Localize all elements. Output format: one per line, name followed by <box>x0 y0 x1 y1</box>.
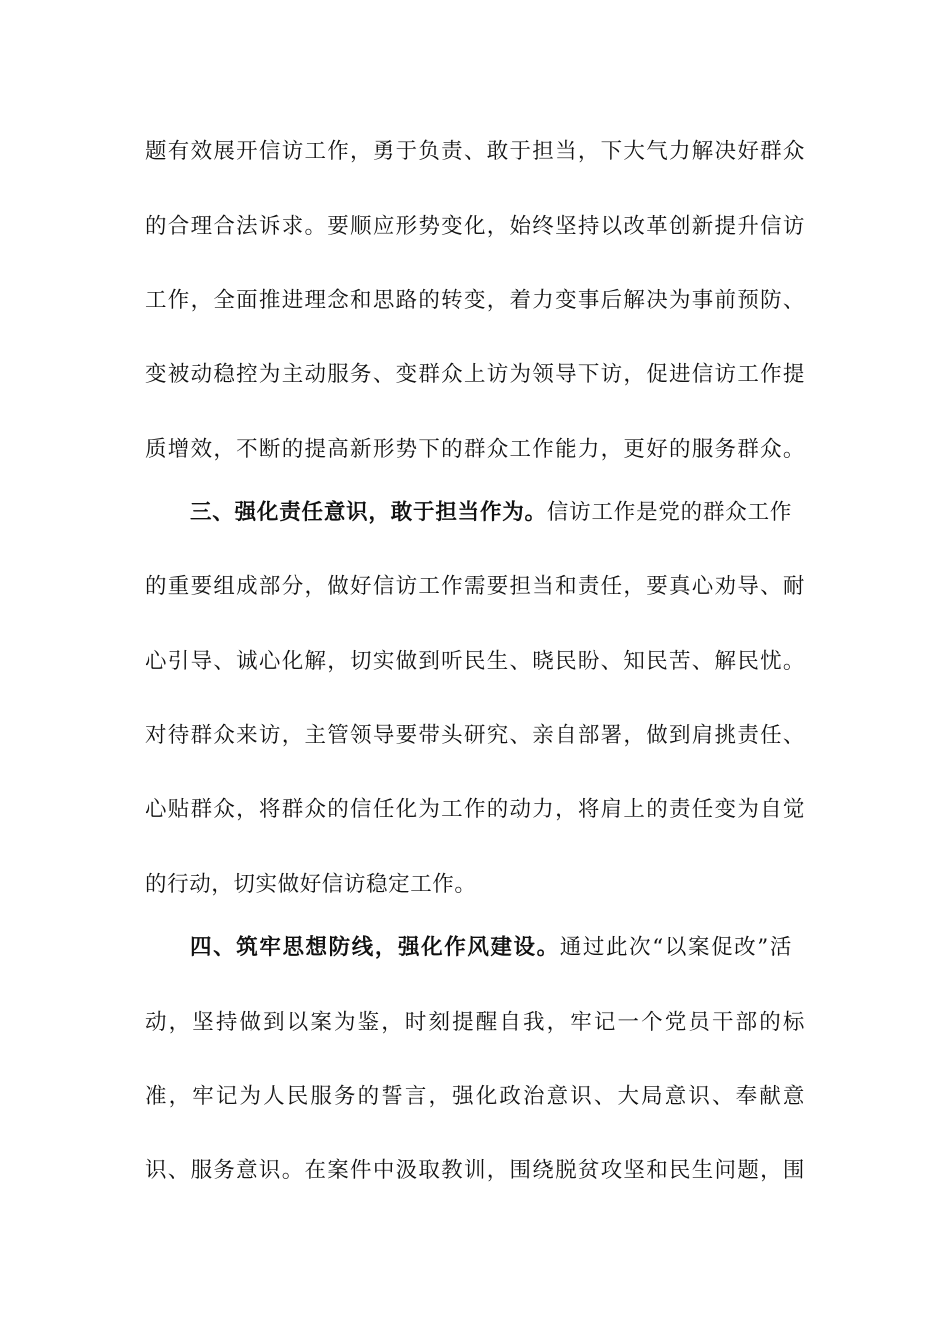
paragraph-3-first-line-rest: 通过此次“以案促改”活 <box>559 935 792 960</box>
paragraph-2-first-line <box>190 493 792 533</box>
paragraph-2-line-4: 对待群众来访，主管领导要带头研究、亲自部署，做到肩挑责任、 <box>145 723 805 748</box>
paragraph-2-line-2: 的重要组成部分，做好信访工作需要担当和责任，要真心劝导、耐 <box>145 574 805 599</box>
paragraph-3-line-3: 准，牢记为人民服务的誓言，强化政治意识、大局意识、奉献意 <box>145 1084 805 1109</box>
paragraph-3-first-line <box>190 928 792 968</box>
paragraph-2-first-line-rest: 信访工作是党的群众工作 <box>546 500 792 525</box>
paragraph-2-line-6: 的行动，切实做好信访稳定工作。 <box>145 872 477 897</box>
paragraph-1-line-4: 变被动稳控为主动服务、变群众上访为领导下访，促进信访工作提 <box>145 362 805 387</box>
paragraph-1-line-3: 工作，全面推进理念和思路的转变，着力变事后解决为事前预防、 <box>145 288 805 313</box>
paragraph-2-heading: 三、强化责任意识，敢于担当作为。 <box>190 500 547 525</box>
paragraph-1-line-5: 质增效，不断的提高新形势下的群众工作能力，更好的服务群众。 <box>145 437 805 462</box>
paragraph-3-heading: 四、筑牢思想防线，强化作风建设。 <box>190 935 560 960</box>
paragraph-2-line-5: 心贴群众，将群众的信任化为工作的动力，将肩上的责任变为自觉 <box>145 797 805 822</box>
paragraph-1-line-1: 题有效展开信访工作，勇于负责、敢于担当，下大气力解决好群众 <box>145 139 805 164</box>
paragraph-2-line-3: 心引导、诚心化解，切实做到听民生、晓民盼、知民苦、解民忧。 <box>145 649 805 674</box>
paragraph-3-line-4: 识、服务意识。在案件中汲取教训，围绕脱贫攻坚和民生问题，围 <box>145 1158 805 1183</box>
paragraph-1-line-2: 的合理合法诉求。要顺应形势变化，始终坚持以改革创新提升信访 <box>145 214 805 239</box>
paragraph-3-line-2: 动，坚持做到以案为鉴，时刻提醒自我，牢记一个党员干部的标 <box>145 1010 805 1035</box>
